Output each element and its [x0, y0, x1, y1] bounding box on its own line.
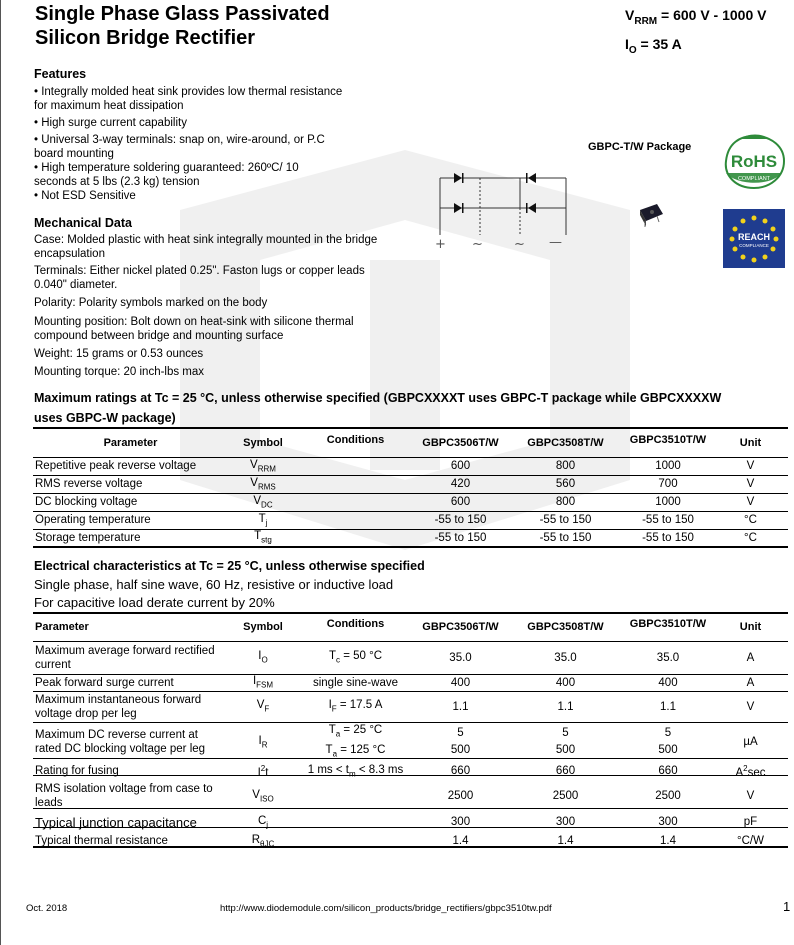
value-cell: -55 to 150 — [642, 514, 694, 526]
features-heading: Features — [34, 67, 87, 81]
value-cell: -55 to 150 — [539, 514, 592, 526]
value-cell: -55 to 150 — [434, 531, 487, 544]
table-rule — [33, 546, 788, 548]
table-header-row — [33, 613, 788, 641]
condition-cell — [298, 813, 413, 832]
feature-line: • Integrally molded heat sink provides low thermal resistance — [34, 86, 343, 98]
value-cell: 1.1 — [452, 700, 469, 713]
rohs-badge — [722, 133, 786, 190]
io-spec: $I_O = 35$ A — [625, 35, 682, 56]
value-cell: 1.4 — [452, 835, 469, 848]
electrical-note: For capacitive load derate current by 20% — [34, 595, 275, 610]
rohs-text: RoHS — [730, 152, 778, 171]
mechanical-line: Terminals: Either nickel plated 0.25". Faston lugs or copper leads — [34, 265, 365, 277]
value-cell: 400 — [658, 676, 678, 689]
col-header: Unit — [739, 621, 762, 633]
col-header: Parameter — [35, 621, 89, 633]
max-ratings-title — [34, 388, 784, 428]
table-row — [33, 763, 788, 780]
value-cell: 1000 — [655, 460, 681, 472]
title-line-2: Silicon Bridge Rectifier — [35, 27, 256, 49]
value-cell: 660 — [658, 765, 678, 778]
unit-cell: V — [746, 700, 755, 713]
condition-cell — [298, 780, 413, 813]
symbol-cell: $T_j$ — [258, 512, 268, 528]
table-row — [33, 722, 788, 763]
value-cell: 700 — [658, 478, 678, 490]
value-cell: 35.0 — [656, 651, 680, 664]
plus-terminal-label: + — [435, 237, 446, 252]
value-cell: 800 — [555, 496, 576, 508]
feature-line: seconds at 5 lbs (2.3 kg) tension — [34, 176, 200, 188]
table-row — [33, 674, 788, 691]
condition-cell — [298, 493, 413, 511]
value-cell: 1.4 — [660, 835, 676, 848]
mechanical-line: compound between bridge and mounting surface — [34, 330, 284, 342]
page-left-border — [0, 0, 1, 945]
table-row — [33, 511, 788, 529]
value-cell: 300 — [658, 816, 678, 829]
table-row — [33, 832, 788, 851]
feature-line: board mounting — [34, 148, 114, 160]
condition-cell: $I_F = 17.5$ A — [328, 699, 383, 714]
symbol-cell: $R_{\theta JC}$ — [251, 833, 275, 849]
feature-line: • Not ESD Sensitive — [34, 190, 136, 202]
max-ratings-title-line1: Maximum ratings at Tc = 25 °C, unless otherwise specified (GBPCXXXXT uses GBPC-T package while GBPCXXXXW — [34, 391, 722, 405]
document-title — [35, 2, 330, 50]
value-cell: 5 500 — [450, 727, 471, 757]
table-row — [33, 529, 788, 546]
param-cell: Storage temperature — [35, 531, 141, 544]
col-header: Symbol — [243, 436, 283, 449]
table-row — [33, 813, 788, 832]
param-cell: Rating for fusing — [35, 765, 119, 778]
col-header: Conditions — [326, 434, 385, 446]
symbol-cell: $T_{stg}$ — [254, 530, 272, 545]
symbol-cell: $I_O$ — [258, 650, 268, 665]
value-cell: 5 500 — [658, 727, 678, 757]
symbol-cell: $C_j$ — [257, 814, 269, 830]
param-cell: Repetitive peak reverse voltage — [35, 460, 197, 472]
value-cell: 1.1 — [557, 700, 574, 713]
table-row — [33, 691, 788, 722]
col-header: Parameter — [103, 436, 158, 449]
package-photo — [637, 202, 665, 228]
param-cell: Operating temperature — [35, 514, 151, 526]
footer-date: Oct. 2018 — [26, 903, 68, 914]
value-cell: 660 — [450, 765, 471, 778]
value-cell: 35.0 — [554, 651, 577, 664]
unit-cell: A — [746, 676, 755, 689]
feature-line: • High surge current capability — [34, 117, 187, 129]
package-label: GBPC-T/W Package — [588, 141, 692, 153]
rohs-sub-text: COMPLIANT — [737, 176, 771, 182]
unit-cell: $A^2\sec$ — [735, 763, 766, 779]
param-cell: RMS reverse voltage — [35, 478, 143, 490]
value-cell: 1.1 — [660, 700, 676, 713]
minus-terminal-label: — — [549, 235, 562, 250]
value-cell: 35.0 — [449, 651, 472, 664]
unit-cell: V — [746, 496, 755, 508]
condition-cell — [298, 832, 413, 851]
electrical-title: Electrical characteristics at Tc = 25 °C, unless otherwise specified — [34, 559, 425, 573]
symbol-cell: $V_{ISO}$ — [252, 788, 274, 804]
value-cell: 5 500 — [555, 727, 576, 757]
mechanical-line: encapsulation — [34, 248, 105, 260]
electrical-table — [33, 613, 788, 851]
col-header: GBPC3510T/W — [629, 618, 707, 630]
col-header: Symbol — [243, 621, 283, 633]
param-cell: Maximum DC reverse current at rated DC blocking voltage per leg — [35, 729, 206, 756]
table-header-row — [33, 428, 788, 457]
unit-cell: V — [746, 478, 755, 490]
mechanical-list — [34, 233, 377, 379]
value-cell: 660 — [555, 765, 576, 778]
unit-cell: °C/W — [737, 835, 764, 848]
param-cell: Typical junction capacitance — [35, 814, 197, 830]
ac-terminal-label: ~ — [514, 237, 525, 252]
col-header: GBPC3508T/W — [527, 436, 604, 449]
feature-line: • High temperature soldering guaranteed: 260ºC/ 10 — [34, 162, 299, 174]
value-cell: 2500 — [552, 790, 579, 803]
mechanical-line: 0.040" diameter. — [34, 279, 118, 291]
mechanical-line: Case: Molded plastic with heat sink integrally mounted in the bridge — [34, 234, 378, 246]
table-row — [33, 641, 788, 674]
key-specs — [625, 4, 766, 62]
param-cell: DC blocking voltage — [35, 496, 138, 508]
condition-cell: $T_c = 50$ °C — [328, 650, 383, 665]
param-cell: Typical thermal resistance — [35, 835, 168, 848]
page-number: 1 — [783, 899, 791, 914]
param-cell: Maximum average forward rectified current — [35, 644, 215, 671]
symbol-cell: $V_{RRM}$ — [250, 458, 276, 474]
value-cell: 560 — [555, 478, 576, 490]
reach-badge — [723, 209, 785, 268]
value-cell: 600 — [450, 460, 471, 472]
col-header: GBPC3508T/W — [527, 621, 604, 633]
title-line-1: Single Phase Glass Passivated — [35, 3, 330, 25]
symbol-cell: $V_{DC}$ — [253, 494, 273, 510]
unit-cell: V — [746, 460, 755, 472]
condition-cell: 1 ms < $t_m < 8.3$ ms — [307, 763, 404, 779]
reach-sub-text: COMPLIANCE — [739, 243, 769, 248]
value-cell: 1.4 — [557, 835, 574, 848]
value-cell: -55 to 150 — [539, 531, 592, 544]
symbol-cell: $I^2t$ — [257, 763, 269, 779]
unit-cell: A — [746, 651, 755, 664]
value-cell: 300 — [555, 816, 576, 829]
param-cell: Maximum instantaneous forward voltage drop per leg — [35, 693, 202, 720]
condition-cell: single sine-wave — [312, 676, 398, 689]
footer-url[interactable]: http://www.diodemodule.com/silicon_products/bridge_rectifiers/gbpc3510tw.pdf — [220, 903, 552, 914]
col-header: Unit — [739, 436, 762, 449]
mechanical-line: Weight: 15 grams or 0.53 ounces — [34, 348, 204, 360]
unit-cell: °C — [744, 531, 757, 544]
col-header: GBPC3506T/W — [422, 621, 499, 633]
unit-cell: pF — [743, 816, 758, 829]
symbol-cell: $V_{RMS}$ — [250, 476, 276, 492]
feature-line: • Universal 3-way terminals: snap on, wire-around, or P.C — [34, 134, 325, 146]
condition-cell — [298, 529, 413, 546]
value-cell: -55 to 150 — [642, 531, 694, 544]
value-cell: 2500 — [447, 790, 474, 803]
value-cell: 420 — [450, 478, 471, 490]
table-row — [33, 780, 788, 813]
ac-terminal-label: ~ — [472, 237, 483, 252]
symbol-cell: $V_F$ — [256, 699, 270, 714]
value-cell: -55 to 150 — [434, 514, 487, 526]
table-row — [33, 457, 788, 475]
param-cell: Peak forward surge current — [35, 676, 174, 689]
param-cell: RMS isolation voltage from case to leads — [35, 783, 213, 810]
unit-cell: °C — [744, 514, 757, 526]
value-cell: 300 — [450, 816, 471, 829]
value-cell: 800 — [555, 460, 576, 472]
table-row — [33, 475, 788, 493]
value-cell: 400 — [450, 676, 471, 689]
value-cell: 2500 — [655, 790, 681, 803]
electrical-notes — [34, 576, 393, 612]
max-ratings-table — [33, 428, 788, 546]
mechanical-line: Polarity: Polarity symbols marked on the body — [34, 297, 268, 309]
mechanical-line: Mounting torque: 20 inch-lbs max — [34, 366, 205, 378]
symbol-cell: $I_R$ — [258, 735, 268, 750]
value-cell: 600 — [450, 496, 471, 508]
mechanical-line: Mounting position: Bolt down on heat-sink with silicone thermal — [34, 316, 354, 328]
col-header: Conditions — [326, 618, 385, 630]
unit-cell: µA — [743, 736, 758, 749]
symbol-cell: $I_{FSM}$ — [252, 675, 274, 690]
col-header: GBPC3506T/W — [422, 436, 499, 449]
value-cell: 400 — [555, 676, 576, 689]
unit-cell: V — [746, 790, 755, 803]
condition-cell — [298, 475, 413, 493]
reach-text: REACH — [737, 232, 771, 242]
vrrm-spec: $V_{RRM} = 600$ V - 1000 V — [625, 7, 767, 27]
electrical-note: Single phase, half sine wave, 60 Hz, resistive or inductive load — [34, 577, 394, 592]
table-row — [33, 493, 788, 511]
value-cell: 1000 — [655, 496, 681, 508]
condition-cell: $T_a = 25$ °C $T_a = 125$ °C — [325, 724, 386, 759]
feature-line: for maximum heat dissipation — [34, 100, 184, 112]
condition-cell — [298, 457, 413, 475]
condition-cell — [298, 511, 413, 529]
col-header: GBPC3510T/W — [629, 434, 707, 446]
bridge-circuit-diagram — [428, 160, 578, 255]
features-list — [34, 85, 342, 203]
mechanical-heading: Mechanical Data — [34, 216, 132, 230]
max-ratings-title-line2: uses GBPC-W package) — [34, 411, 176, 425]
